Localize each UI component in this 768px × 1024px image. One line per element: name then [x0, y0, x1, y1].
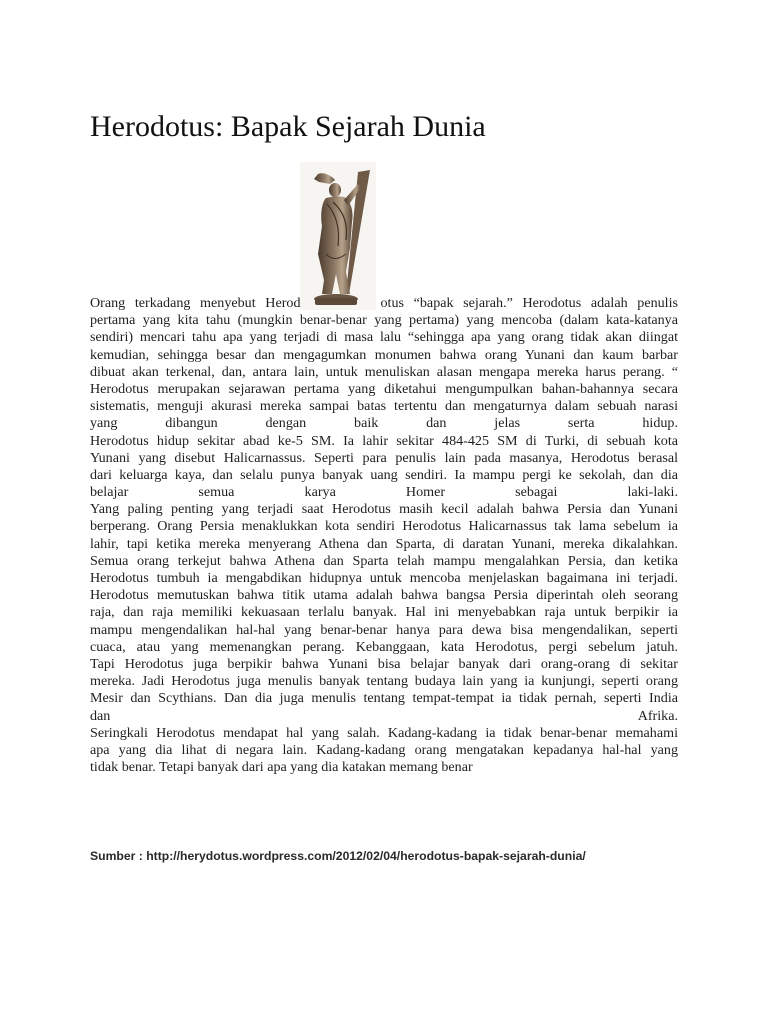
- article-line: dibuat akan terkenal, dan, antara lain, untuk menuliskan alasan mengapa mereka harus perang. “: [90, 363, 678, 380]
- article-line: Tapi Herodotus juga berpikir bahwa Yunani bisa belajar banyak dari orang-orang di sekitar: [90, 655, 678, 672]
- article-line: mereka. Jadi Herodotus juga menulis banyak tentang budaya lain yang ia kunjungi, seperti orang: [90, 673, 678, 690]
- article-line: pertama yang kita tahu (mungkin benar-benar yang pertama) yang mencoba (dalam kata-katanya: [90, 312, 678, 329]
- article-line: Semua orang terkejut bahwa Athena dan Sparta telah mampu mengalahkan Persia, dan ketika: [90, 552, 678, 569]
- article-line: apa yang dia lihat di negara lain. Kadang-kadang orang mengatakan kepadanya hal-hal yang: [90, 741, 678, 758]
- article-body: [90, 295, 678, 776]
- article-line: Yunani yang disebut Halicarnassus. Seperti para penulis lain pada masanya, Herodotus berasal: [90, 449, 678, 466]
- article-line: sistematis, menguji akurasi mereka sampai batas tertentu dan mengaturnya dalam sebuah narasi: [90, 398, 678, 415]
- article-line: Herodotus tumbuh ia mengabdikan hidupnya untuk mencoba menjelaskan bagaimana ini terjadi.: [90, 570, 678, 586]
- article-line: Herodotus merupakan sejarawan pertama yang diketahui mengumpulkan bahan-bahannya secara: [90, 380, 678, 397]
- article-line: lahir, tapi ketika mereka menyerang Athena dan Sparta, di daratan Yunani, mereka dikalahkan.: [90, 535, 678, 552]
- article-line: Herodotus memutuskan bahwa titik utama adalah bahwa bangsa Persia diperintah oleh seorang: [90, 587, 678, 604]
- article-line: yang dibangun dengan baik dan jelas serta hidup.: [90, 415, 678, 432]
- source-citation: Sumber : http://herydotus.wordpress.com/2012/02/04/herodotus-bapak-sejarah-dunia/: [90, 849, 586, 863]
- herodotus-statue-image: [300, 162, 376, 310]
- article-line: tidak benar. Tetapi banyak dari apa yang dia katakan memang benar: [90, 759, 473, 776]
- article-line: Orang terkadang menyebut Herod otus “bapak sejarah.” Herodotus adalah penulis: [90, 295, 678, 311]
- article-line: belajar semua karya Homer sebagai laki-laki.: [90, 484, 678, 501]
- article-line: Seringkali Herodotus mendapat hal yang salah. Kadang-kadang ia tidak benar-benar memahami: [90, 724, 678, 741]
- article-line: berperang. Orang Persia menaklukkan kota sendiri Herodotus Halicarnassus tak lama sebelum ia: [90, 518, 678, 535]
- article-line: sendiri) mencari tahu apa yang terjadi di masa lalu “sehingga apa yang orang tidak akan diingat: [90, 329, 678, 346]
- article-line: mampu mengendalikan hal-hal yang benar-benar hanya para dewa bisa mengendalikan, seperti: [90, 621, 678, 638]
- article-line: cuaca, atau yang memenangkan perang. Kebanggaan, kata Herodotus, pergi sebelum jatuh.: [90, 638, 678, 655]
- article-line: Mesir dan Scythians. Dan dia juga menulis tentang tempat-tempat ia tidak pernah, seperti India: [90, 690, 678, 707]
- article-line: raja, dan raja memiliki kekuasaan terlalu banyak. Hal ini menyebabkan raja untuk berpikir ia: [90, 604, 678, 621]
- article-line: dari keluarga kaya, dan selalu punya banyak uang sendiri. Ia mampu pergi ke sekolah, dan dia: [90, 466, 678, 483]
- article-line: Herodotus hidup sekitar abad ke-5 SM. Ia lahir sekitar 484-425 SM di Turki, di sebuah kota: [90, 432, 678, 449]
- page-title: Herodotus: Bapak Sejarah Dunia: [90, 110, 486, 143]
- article-line: dan Afrika.: [90, 707, 678, 724]
- article-line: kemudian, sehingga besar dan mengagumkan monumen bahwa orang Yunani dan kaum barbar: [90, 346, 678, 363]
- article-line: Yang paling penting yang terjadi saat Herodotus masih kecil adalah bahwa Persia dan Yunani: [90, 501, 678, 518]
